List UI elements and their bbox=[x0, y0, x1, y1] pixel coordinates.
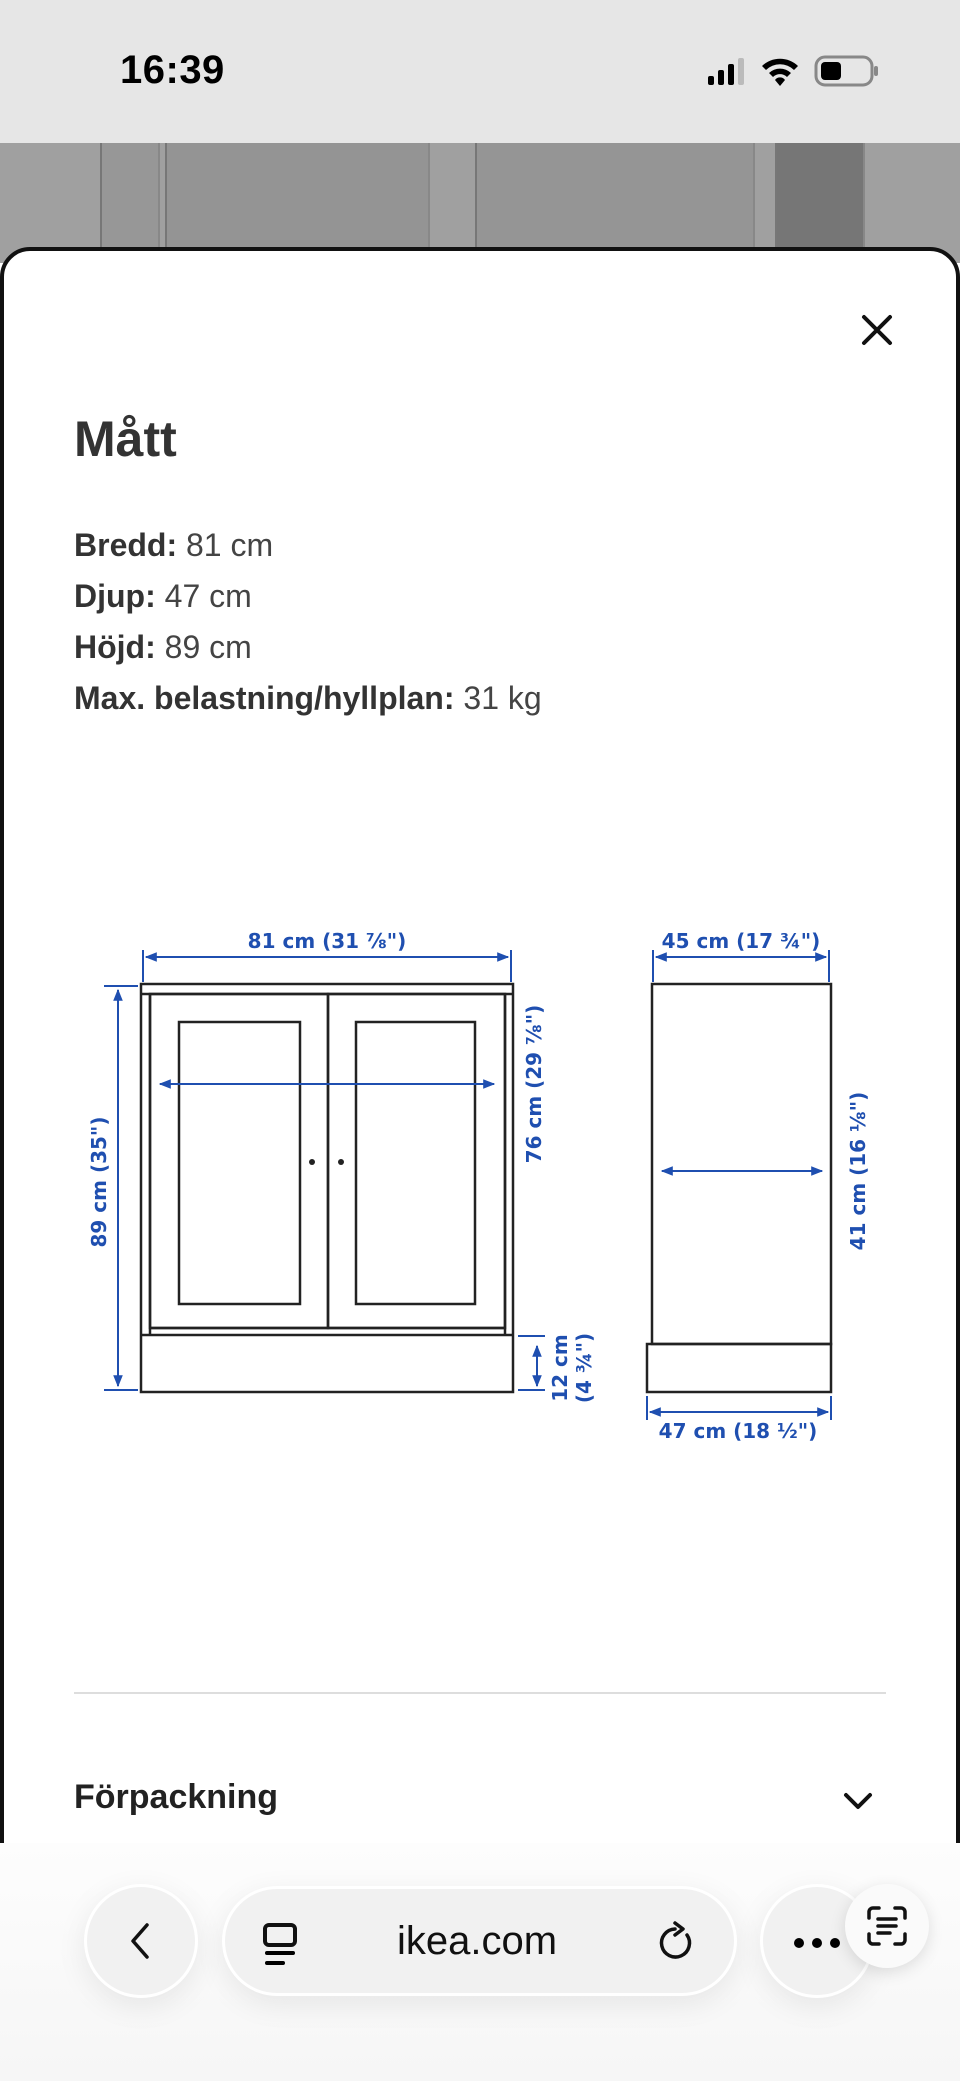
wifi-icon bbox=[760, 55, 800, 87]
url-text: ikea.com bbox=[397, 1919, 558, 1963]
side-bottom-depth-label: 47 cm (18 ½") bbox=[658, 1419, 818, 1443]
spec-depth: Djup: 47 cm bbox=[74, 578, 252, 614]
spec-max-load: Max. belastning/hyllplan: 31 kg bbox=[74, 680, 542, 716]
battery-icon bbox=[814, 55, 880, 87]
plinth-height-cm-label: 12 cm bbox=[548, 1334, 572, 1402]
close-icon[interactable] bbox=[852, 305, 902, 355]
packaging-section-toggle[interactable]: Förpackning bbox=[74, 1778, 279, 1816]
page-background bbox=[0, 143, 960, 263]
scan-text-button[interactable] bbox=[845, 1884, 929, 1968]
spec-height: Höjd: 89 cm bbox=[74, 629, 252, 665]
signal-icon bbox=[706, 56, 746, 86]
page-title: Mått bbox=[74, 411, 177, 467]
side-inner-depth-label: 41 cm (16 ⅛") bbox=[846, 1091, 870, 1251]
more-dots-icon bbox=[791, 1935, 847, 1951]
status-bar bbox=[0, 0, 960, 143]
spec-list bbox=[74, 520, 542, 724]
plinth-height-in-label: (4 ¾") bbox=[572, 1332, 596, 1404]
divider bbox=[74, 1692, 886, 1694]
front-cabinet-outline bbox=[141, 984, 513, 1392]
side-top-depth-label: 45 cm (17 ¾") bbox=[661, 929, 821, 953]
dimension-drawing bbox=[0, 900, 960, 1460]
scan-text-icon bbox=[865, 1904, 909, 1948]
door-knob-left bbox=[309, 1159, 315, 1165]
back-button[interactable] bbox=[84, 1884, 198, 1998]
spec-width: Bredd: 81 cm bbox=[74, 527, 274, 563]
front-width-label: 81 cm (31 ⅞") bbox=[247, 929, 407, 953]
chevron-left-icon bbox=[119, 1919, 163, 1963]
address-bar[interactable] bbox=[222, 1886, 737, 1996]
side-cabinet-outline bbox=[647, 984, 831, 1392]
door-knob-right bbox=[338, 1159, 344, 1165]
inner-width-label: 76 cm (29 ⅞") bbox=[522, 1004, 546, 1164]
reader-mode-icon bbox=[259, 1921, 303, 1969]
front-height-label: 89 cm (35") bbox=[87, 1116, 111, 1248]
reload-icon[interactable] bbox=[655, 1919, 699, 1967]
chevron-down-icon[interactable] bbox=[838, 1786, 878, 1816]
status-time: 16:39 bbox=[120, 48, 225, 92]
